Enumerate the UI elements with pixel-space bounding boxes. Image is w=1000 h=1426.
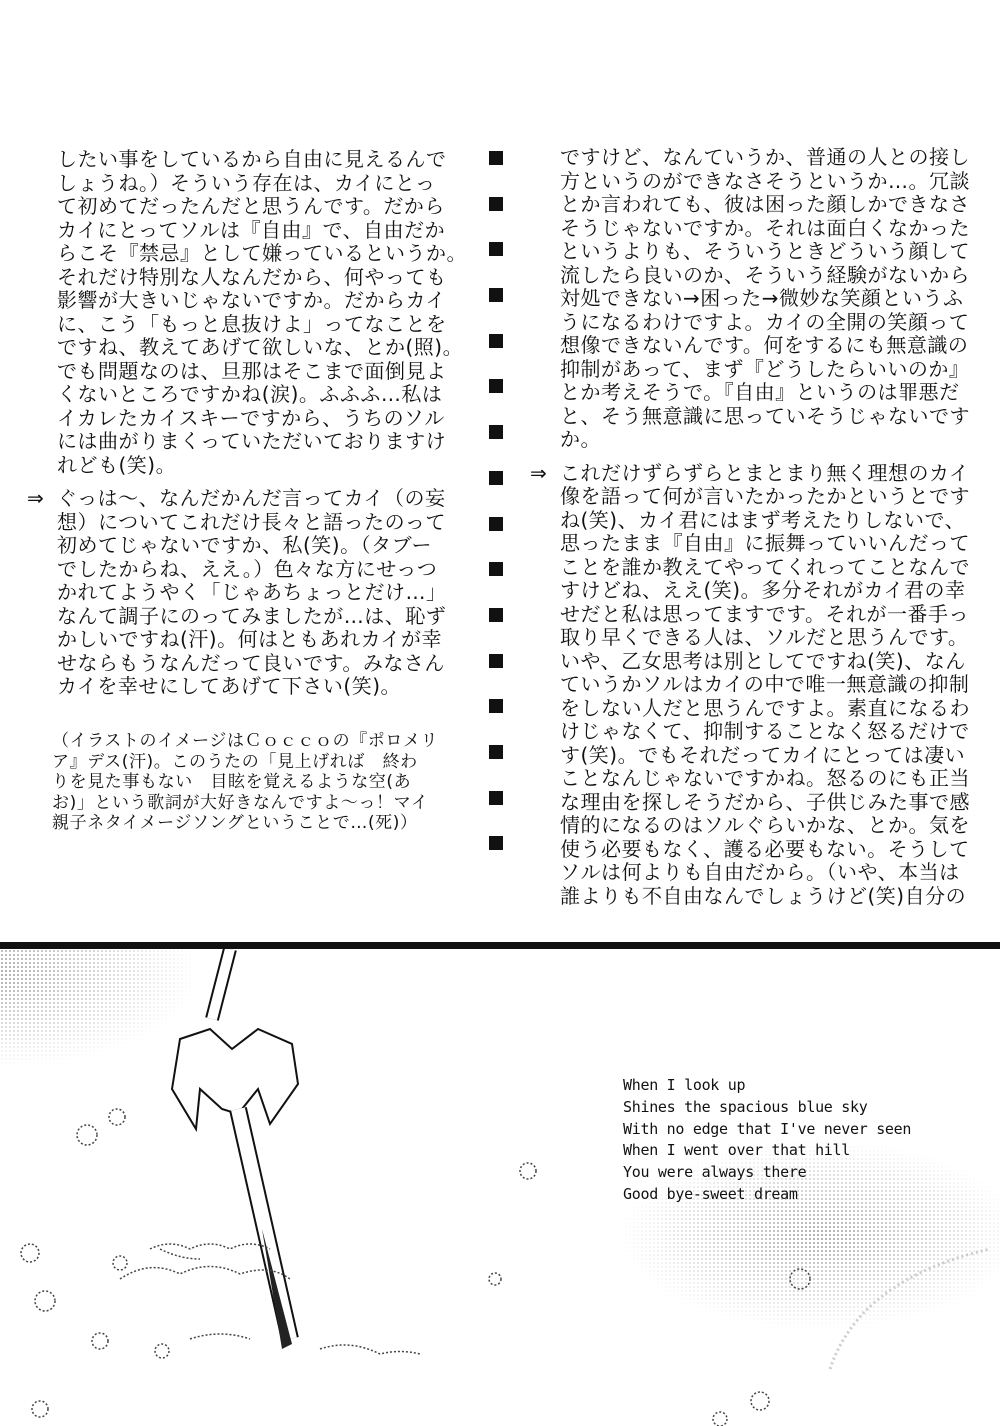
text-line: Good bye-sweet dream (623, 1184, 798, 1203)
text-line: しょうね。）そういう存在は、カイにとっ (57, 170, 436, 195)
text-line: 流したら良いのか、そういう経験がないから (560, 262, 970, 287)
square-bullet (489, 151, 503, 165)
text-line: でしたからね、ええ。）色々な方にせっつ (57, 556, 438, 581)
text-line: とか考えそうで。『自由』というのは罪悪だ (560, 380, 960, 404)
text-line: けじゃなくて、抑制することなく怒るだけで (560, 719, 970, 743)
text-line: カイを幸せにしてあげて下さい(笑)。 (57, 674, 402, 698)
text-line: You were always there (623, 1163, 807, 1182)
text-line: ことなんじゃないですかね。怒るのにも正当 (560, 766, 970, 790)
text-line: 親子ネタイメージソングということで…(死)） (52, 813, 418, 833)
text-line: な理由を探しそうだから、子供じみた事で感 (560, 789, 970, 814)
square-bullet (489, 471, 503, 485)
text-line: というよりも、そういうときどういう顔して (560, 239, 970, 263)
square-bullet (489, 791, 503, 805)
text-line: これだけずらずらとまとまり無く理想のカイ (560, 460, 970, 485)
text-line: イカレたカイスキーですから、うちのソル (57, 405, 445, 430)
text-line: ぐっは～、なんだかんだ言ってカイ（の妄 (57, 486, 446, 510)
square-bullet (489, 608, 503, 622)
text-line: 想像できないんです。何をするにも無意識の (560, 333, 969, 357)
illustration-note (52, 731, 438, 834)
left-paragraph-1 (57, 148, 467, 477)
text-line: と、そう無意識に思っていそうじゃないです (560, 403, 970, 428)
text-line: Shines the spacious blue sky (623, 1097, 868, 1116)
text-line: かれてようやく「じゃあちょっとだけ…」 (57, 580, 447, 604)
text-line: 対処できない→困った→微妙な笑顔というふ (560, 286, 964, 310)
text-line: ソルは何よりも自由だから。（いや、本当は (560, 860, 960, 884)
square-bullet (489, 699, 503, 713)
text-line: 情的になるのはソルぐらいかな、とか。気を (560, 813, 970, 837)
text-line: ていうかソルはカイの中で唯一無意識の抑制 (560, 672, 970, 696)
text-line: お)」という歌詞が大好きなんですよ～っ！マイ (52, 792, 429, 813)
text-line: カイにとってソルは『自由』で、自由だか (57, 217, 446, 242)
square-bullet (489, 425, 503, 439)
square-bullet (489, 242, 503, 256)
text-line: 思ったまま『自由』に振舞っていいんだって (560, 531, 970, 555)
column-divider-squares (489, 151, 503, 882)
text-line: に、こう「もっと息抜けよ」ってなことを (57, 311, 447, 336)
text-line: す(笑)。でもそれだってカイにとっては凄い (560, 742, 966, 767)
square-bullet (489, 379, 503, 393)
text-line: かしいですね(汗)。何はともあれカイが幸 (57, 627, 443, 651)
text-line: ことを誰か教えてやってくれってことなんで (560, 554, 970, 579)
text-line: ね(笑)、カイ君にはまず考えたりしないで、 (560, 507, 966, 532)
arrow-marker: ⇒ (27, 486, 45, 510)
right-paragraph-1 (560, 146, 970, 452)
square-bullet (489, 836, 503, 850)
text-line: 影響が大きいじゃないですか。だからカイ (57, 288, 446, 312)
text-line: ア』デス(汗)。このうたの「見上げれば 終わ (52, 751, 418, 772)
text-line: れども(笑)。 (57, 452, 177, 477)
text-line: 想）についてこれだけ長々と語ったのって (57, 509, 446, 534)
right-paragraph-2 (560, 462, 970, 909)
text-line: うになるわけですよ。カイの全開の笑顔って (560, 309, 970, 334)
text-line: 抑制があって、まず『どうしたらいいのか』 (560, 356, 970, 381)
text-line: でも問題なのは、旦那はそこまで面倒見よ (57, 358, 447, 383)
square-bullet (489, 197, 503, 211)
text-line: すけどね、ええ(笑)。多分それがカイ君の幸 (560, 578, 966, 602)
square-bullet (489, 288, 503, 302)
text-line: 像を語って何が言いたかったかというとです (560, 484, 970, 508)
text-line: りを見た事もない 目眩を覚えるような空(あ (52, 772, 412, 792)
text-line: 方というのができなさそうというか…。冗談 (560, 168, 970, 193)
square-bullet (489, 517, 503, 531)
text-line: 取り早くできる人は、ソルだと思うんです。 (560, 625, 969, 649)
square-bullet (489, 654, 503, 668)
arrow-marker: ⇒ (530, 460, 548, 485)
text-line: それだけ特別な人なんだから、何やっても (57, 264, 447, 289)
square-bullet (489, 334, 503, 348)
text-line: いや、乙女思考は別としてですね(笑)、なん (560, 648, 966, 673)
right-text-column (530, 145, 970, 908)
text-line: らこそ『禁忌』として嫌っているというか。 (57, 241, 467, 265)
text-line: したい事をしているから自由に見えるんで (57, 147, 447, 171)
left-text-column (27, 147, 467, 699)
text-line: くないところですかね(涙)。ふふふ…私は (57, 382, 443, 406)
text-line: ですけど、なんていうか、普通の人との接し (560, 145, 970, 169)
left-paragraph-2 (57, 487, 467, 699)
text-line: には曲がりまくっていただいておりますけ (57, 429, 447, 453)
text-line: With no edge that I've never seen (623, 1119, 912, 1138)
text-line: せならもうなんだって良いです。みなさん (57, 650, 445, 675)
text-line: とか言われても、彼は困った顔しかできなさ (560, 192, 970, 216)
text-line: そうじゃないですか。それは面白くなかった (560, 215, 970, 240)
text-line: When I look up (623, 1076, 746, 1094)
square-bullet (489, 562, 503, 576)
text-line: When I went over that hill (623, 1141, 851, 1160)
horizontal-divider (0, 942, 1000, 949)
song-lyrics (623, 1075, 911, 1206)
text-line: 誰よりも不自由なんでしょうけど(笑)自分の (560, 883, 967, 908)
text-line: ですね、教えてあげて欲しいな、とか(照)。 (57, 335, 464, 359)
text-line: せだと私は思ってますです。それが一番手っ (560, 601, 969, 626)
text-line: をしない人だと思うんですよ。素直になるわ (560, 695, 970, 720)
text-line: か。 (560, 427, 601, 451)
text-line: て初めてだったんだと思うんです。だから (57, 194, 445, 218)
text-line: 初めてじゃないですか、私(笑)。（タブー (57, 533, 433, 557)
text-line: なんて調子にのってみましたが…は、恥ず (57, 603, 447, 628)
square-bullet (489, 745, 503, 759)
text-line: 使う必要もなく、護る必要もない。そうして (560, 836, 970, 861)
text-line: （イラストのイメージはＣｏｃｃｏの『ポロメリ (52, 731, 439, 751)
